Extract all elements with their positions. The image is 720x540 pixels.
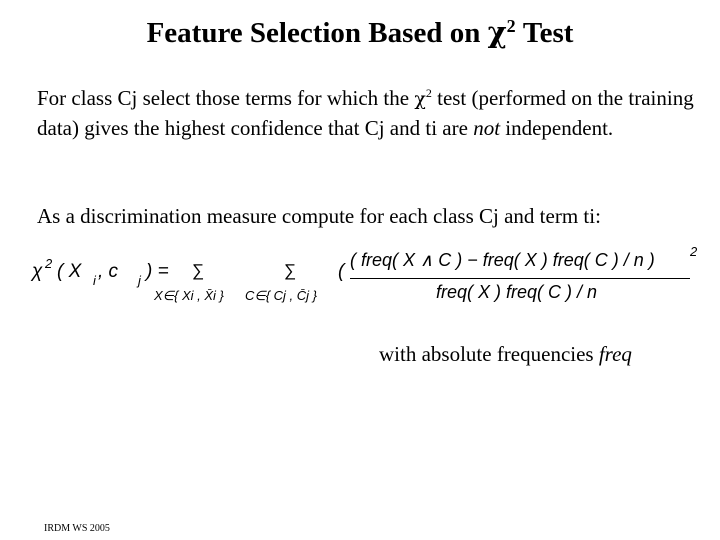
sum-range-2: C∈{ Cj , C̄j }: [245, 288, 318, 303]
numerator-superscript: 2: [690, 244, 698, 259]
formula-lhs-args: ( X: [57, 261, 82, 282]
para1-chi-symbol: χ: [414, 88, 426, 110]
formula-sub-j: j: [138, 273, 141, 288]
formula-lhs-sup: 2: [45, 256, 53, 271]
paragraph-selection-rule: [37, 84, 707, 143]
fraction-bar: [350, 278, 690, 279]
formula-sub-i: i: [93, 273, 96, 288]
note-emphasis: freq: [598, 342, 632, 366]
title-prefix: Feature Selection Based on: [146, 17, 488, 49]
chi-square-formula: [28, 240, 718, 320]
formula-lhs-comma: , c: [98, 261, 119, 282]
slide-footer: IRDM WS 2005: [44, 523, 110, 534]
para1-text-a: For class Cj select those terms for which the: [37, 86, 415, 110]
sum-sigma-1: ∑: [192, 261, 205, 280]
fraction-numerator: ( freq( X ∧ C ) − freq( X ) freq( C ) / n ): [350, 250, 655, 270]
title-suffix: Test: [515, 17, 574, 49]
note-text: with absolute frequencies: [379, 342, 599, 366]
slide-title: [0, 12, 720, 53]
formula-lhs-chi: χ: [32, 261, 43, 282]
formula-lhs-close: ) =: [146, 261, 169, 282]
para1-text-b: test (performed on the training data) gives the highest confidence that Cj and ti are: [37, 86, 694, 140]
formula-open-paren: (: [338, 261, 345, 282]
title-superscript: 2: [506, 16, 516, 36]
paragraph-measure: As a discrimination measure compute for each class Cj and term ti:: [37, 204, 601, 228]
chi-symbol: χ: [487, 15, 507, 49]
para1-emphasis: not: [473, 116, 501, 140]
fraction-denominator: freq( X ) freq( C ) / n: [436, 282, 598, 302]
para1-text-c: independent.: [500, 116, 614, 140]
sum-range-1: X∈{ Xi , X̄i }: [154, 288, 224, 303]
sum-sigma-2: ∑: [284, 261, 297, 280]
para1-superscript: 2: [425, 86, 432, 100]
note-absolute-frequencies: [379, 340, 632, 368]
